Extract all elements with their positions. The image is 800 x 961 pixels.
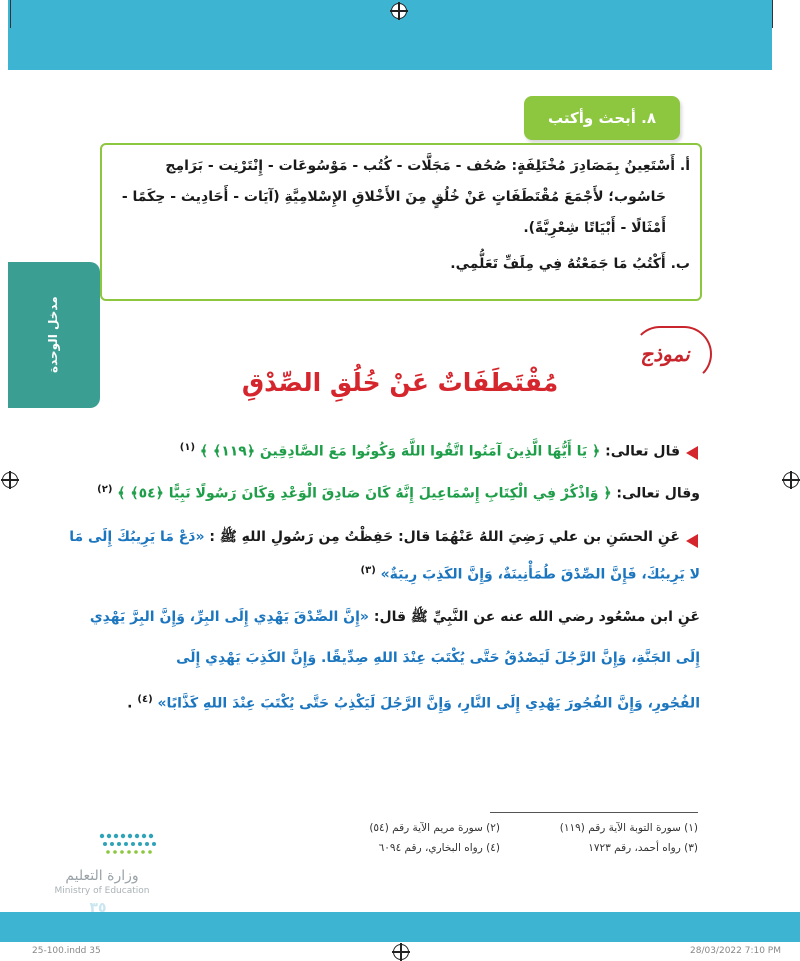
footnote-ref-3: (٣): [360, 565, 376, 576]
registration-mark-icon: [783, 472, 799, 488]
verse-2: [97, 484, 700, 502]
hadith-2-line-1: [89, 608, 700, 628]
hadith-2-text-c: الفُجُورِ، وَإِنَّ الفُجُورَ يَهْدِي إِلَى النَّارِ، وَإِنَّ الرَّجُلَ لَيَكْذِبُ حَتَّى يُكْتَبَ عِنْدَ اللهِ كَذَّابًا»: [157, 695, 700, 712]
crop-mark-icon: [772, 0, 773, 28]
verse-2-intro: وقال تعالى:: [616, 485, 700, 502]
top-banner-margin-right: [772, 0, 800, 70]
footnote-1: (١) سورة التوبة الآية رقم (١١٩): [559, 822, 698, 834]
hadith-1-text-b: لا يَرِيبُكَ، فَإِنَّ الصِّدْقَ طُمَأْنِينَةٌ، وَإِنَّ الكَذِبَ رِيبَةٌ»: [380, 566, 700, 583]
print-timestamp: 28/03/2022 7:10 PM: [690, 946, 781, 956]
top-banner-margin-left: [0, 0, 8, 70]
page-title: مُقْتَطَفَاتٌ عَنْ خُلُقِ الصِّدْقِ: [241, 368, 559, 397]
hadith-1-intro: عَنِ الحسَنِ بن علي رَضِيَ اللهُ عَنْهُمَا قال: حَفِظْتُ مِن رَسُولِ اللهِ ﷺ :: [209, 529, 680, 545]
hadith-1-text-a: «دَعْ مَا يَرِيبُكَ إِلَى مَا: [69, 529, 205, 545]
instruction-a-line-2: حَاسُوب؛ لأَجْمَعَ مُقْتَطَفَاتٍ عَنْ خُلُقٍ مِنَ الأَخْلاقِ الإِسْلامِيَّةِ (آيَات - أَحَادِيث - حِكَمًا -: [121, 189, 666, 205]
ministry-name-ar: وزارة التعليم: [65, 868, 139, 884]
registration-mark-icon: [393, 944, 409, 960]
bullet-arrow-icon: [686, 446, 698, 460]
footnote-ref-2: (٢): [97, 484, 113, 495]
footnote-ref-4: (٤): [137, 694, 153, 705]
verse-1: [120, 442, 680, 460]
instruction-a-line-3: أَمْثَالًا - أَبْيَاتًا شِعْرِيَّةً).: [523, 220, 666, 236]
hadith-2-line-3: [100, 694, 700, 712]
page-number: ٣٥: [89, 900, 107, 916]
model-badge: نموذج: [640, 342, 690, 366]
instruction-b: ب. أَكْتُبُ مَا جَمَعْتُهُ فِي مِلَفِّ تَعَلُّمِي.: [450, 256, 690, 272]
crop-mark-icon: [10, 0, 11, 28]
footnote-3: (٣) رواه أحمد، رقم ١٧٢٣: [588, 842, 698, 854]
hadith-1-line-2: [100, 565, 700, 583]
verse-2-text: ﴿ وَاذْكُرْ فِي الْكِتَابِ إِسْمَاعِيلَ إِنَّهُ كَانَ صَادِقَ الْوَعْدِ وَكَانَ رَسُولًا نَبِيًّا ﴿٥٤﴾ ﴾: [117, 485, 612, 502]
verse-1-intro: قال تعالى:: [605, 443, 680, 460]
footnote-rule: [490, 812, 698, 813]
footnote-2: (٢) سورة مريم الآية رقم (٥٤): [369, 822, 500, 834]
footnote-4: (٤) رواه البخاري، رقم ٦٠٩٤: [378, 842, 500, 854]
registration-mark-icon: [391, 3, 407, 19]
registration-mark-icon: [2, 472, 18, 488]
activity-title: ٨. أبحث وأكتب: [548, 109, 656, 127]
ministry-name-en: Ministry of Education: [54, 886, 150, 896]
hadith-2-intro: عَنِ ابن مسْعُود رضي الله عنه عن النَّبِيِّ ﷺ قال:: [373, 609, 700, 625]
footnote-ref-1: (١): [179, 442, 196, 453]
hadith-2-text-b: إِلَى الجَنَّةِ، وَإِنَّ الرَّجُلَ لَيَصْدُقُ حَتَّى يُكْتَبَ عِنْدَ اللهِ صِدِّيقًا. وَإِنَّ الكَذِبَ يَهْدِي إِلَى: [176, 650, 700, 666]
file-slug: 25-100.indd 35: [32, 946, 101, 956]
unit-side-tab-label: مدخل الوحدة: [46, 296, 60, 374]
hadith-2-text-a: «إِنَّ الصِّدْقَ يَهْدِي إِلَى البِرِّ، وَإِنَّ البِرَّ يَهْدِي: [89, 609, 369, 625]
instruction-a-line-1: أ. أَسْتَعِينُ بِمَصَادِرَ مُخْتَلِفَةٍ: صُحُف - مَجَلَّات - كُتُب - مَوْسُوعَات - إِنْتَرْنِت - بَرَامِج: [165, 158, 690, 174]
hadith-2-line-2: [100, 650, 700, 666]
verse-1-text: ﴿ يَا أَيُّهَا الَّذِينَ آمَنُوا اتَّقُوا اللَّهَ وَكُونُوا مَعَ الصَّادِقِينَ ﴿١١٩﴾ ﴾: [199, 443, 601, 460]
hadith-2-end: .: [127, 695, 133, 712]
ministry-logo-icon: [96, 826, 166, 860]
hadith-1-line-1: [69, 528, 680, 548]
bullet-arrow-icon: [686, 534, 698, 548]
